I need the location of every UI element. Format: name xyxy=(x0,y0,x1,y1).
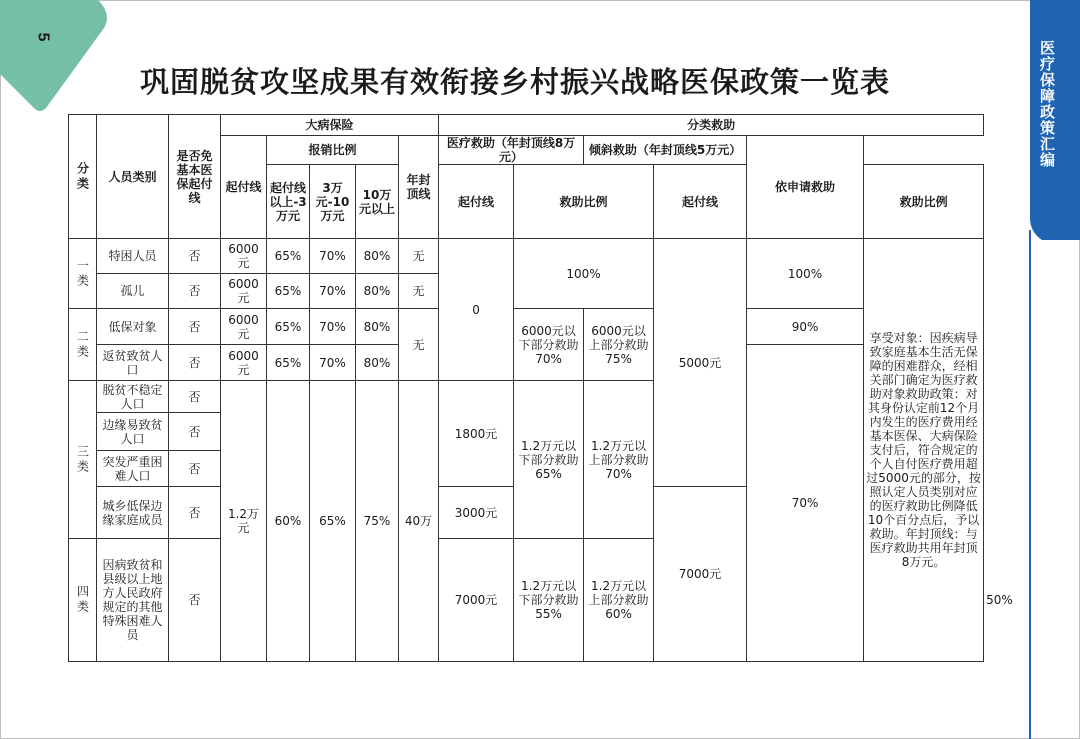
deductible-value: 6000元 xyxy=(221,239,267,274)
header-reimb-ratio: 报销比例 xyxy=(267,136,399,165)
deductible-value: 6000元 xyxy=(221,309,267,345)
person-type: 边缘易致贫人口 xyxy=(97,413,169,451)
person-type: 脱贫不稳定人口 xyxy=(97,381,169,413)
page-title: 巩固脱贫攻坚成果有效衔接乡村振兴战略医保政策一览表 xyxy=(139,65,890,99)
person-type: 特困人员 xyxy=(97,239,169,274)
header-aid-ratio: 救助比例 xyxy=(514,165,654,239)
tilt-ratio-90: 90% xyxy=(747,309,864,345)
cap-value: 无 xyxy=(399,239,439,274)
cap-value: 无 xyxy=(399,274,439,309)
aid-deductible-7000: 7000元 xyxy=(439,539,514,662)
aid-deductible-3000: 3000元 xyxy=(439,487,514,539)
exempt-value: 否 xyxy=(169,413,221,451)
deductible-value: 1.2万元 xyxy=(221,381,267,662)
header-person-type: 人员类别 xyxy=(97,115,169,239)
band3-value: 80% xyxy=(356,309,399,345)
aid-deductible-1800: 1800元 xyxy=(439,381,514,487)
band2-value: 70% xyxy=(310,274,356,309)
band1-value: 65% xyxy=(267,309,310,345)
person-type: 返贫致贫人口 xyxy=(97,345,169,381)
cap-value: 无 xyxy=(399,309,439,381)
aid-ratio-high: 1.2万元以上部分救助60% xyxy=(584,539,654,662)
policy-table: 分类 人员类别 是否免基本医保起付线 大病保险 分类救助 起付线 报销比例 年封顶线 医疗救助（年封顶线8万元） 倾斜救助（年封顶线5万元） 依申请救助 起付线以上-3万元 3万元-10万元 10万元以上 起付线 救助比例 起付线 救助比例 一类 特困人员 否 6000元 65% 70% 80% 无 0 100% 5000元 100% 享受对象：因疾病导致家庭基本生活无保障的困难群众，经相关部门确定为医疗救助对象救助政策：对其身份认定前12个月内发生的医疗费用经基本医保、大病保险支付后，符合规定的个人自付医疗费用超过5000元的部分，按照认定人员类别对应的医疗救助比例降低10个百分点后，予以救助。年封顶线：与医疗救助共用年封顶8万元。 孤儿 否 6000元 65% 70% 80% 无 二类 低保对象 否 6000元 65% 70% 80% 无 6000元以下部分救助70% 6000元以上部分救助75% 90% 返贫致贫人口 否 6000元 65% 70% 80% 70% 三类 脱贫不稳定人口 否 1.2万元 60% 65% 75% 40万 1800元 1.2万元以下部分救助65% 1.2万元以上部分救助70% 边缘易致贫人口 否 突发严重困难人口 否 城乡低保边缘家庭成员 否 3000元 7000元 四类 因病致贫和县级以上地方人民政府规定的其他特殊困难人员 否 7000元 1.2万元以下部分救助55% 1.2万元以上部分救助60% 50% xyxy=(68,114,984,662)
person-type: 突发严重困难人口 xyxy=(97,451,169,487)
exempt-value: 否 xyxy=(169,487,221,539)
tilt-deductible-7000: 7000元 xyxy=(654,487,747,662)
exempt-value: 否 xyxy=(169,345,221,381)
category-2: 二类 xyxy=(69,309,97,381)
aid-ratio-low: 1.2万元以下部分救助55% xyxy=(514,539,584,662)
aid-ratio-100: 100% xyxy=(514,239,654,309)
header-deductible: 起付线 xyxy=(221,136,267,239)
header-aid-deductible: 起付线 xyxy=(439,165,514,239)
header-band3: 10万元以上 xyxy=(356,165,399,239)
band1-value: 65% xyxy=(267,274,310,309)
exempt-value: 否 xyxy=(169,274,221,309)
header-category: 分类 xyxy=(69,115,97,239)
deductible-value: 6000元 xyxy=(221,345,267,381)
person-type: 因病致贫和县级以上地方人民政府规定的其他特殊困难人员 xyxy=(97,539,169,662)
category-4: 四类 xyxy=(69,539,97,662)
header-annual-cap: 年封顶线 xyxy=(399,136,439,239)
cap-value: 40万 xyxy=(399,381,439,662)
exempt-value: 否 xyxy=(169,239,221,274)
header-tilt-aid: 倾斜救助（年封顶线5万元） xyxy=(584,136,747,165)
person-type: 孤儿 xyxy=(97,274,169,309)
header-exempt: 是否免基本医保起付线 xyxy=(169,115,221,239)
page-number: 5 xyxy=(34,32,52,42)
header-band2: 3万元-10万元 xyxy=(310,165,356,239)
header-on-application: 依申请救助 xyxy=(747,136,864,239)
header-tilt-deductible: 起付线 xyxy=(654,165,747,239)
exempt-value: 否 xyxy=(169,381,221,413)
exempt-value: 否 xyxy=(169,309,221,345)
side-section-label: 医疗保障政策汇编 xyxy=(1038,40,1056,168)
tilt-ratio-70: 70% xyxy=(747,345,864,662)
band3-value: 80% xyxy=(356,274,399,309)
aid-deductible-zero: 0 xyxy=(439,239,514,381)
header-medical-aid: 医疗救助（年封顶线8万元） xyxy=(439,136,584,165)
person-type: 低保对象 xyxy=(97,309,169,345)
header-assistance: 分类救助 xyxy=(439,115,984,136)
band3-value: 80% xyxy=(356,239,399,274)
band2-value: 70% xyxy=(310,239,356,274)
exempt-value: 否 xyxy=(169,451,221,487)
application-note: 享受对象：因疾病导致家庭基本生活无保障的困难群众，经相关部门确定为医疗救助对象救助政策：对其身份认定前12个月内发生的医疗费用经基本医保、大病保险支付后，符合规定的个人自付医疗费用超过5000元的部分，按照认定人员类别对应的医疗救助比例降低10个百分点后，予以救助。年封顶线：与医疗救助共用年封顶8万元。 xyxy=(864,239,984,662)
aid-ratio-high: 1.2万元以上部分救助70% xyxy=(584,381,654,539)
aid-ratio-low: 1.2万元以下部分救助65% xyxy=(514,381,584,539)
tilt-ratio-100: 100% xyxy=(747,239,864,309)
band2-value: 70% xyxy=(310,345,356,381)
person-type: 城乡低保边缘家庭成员 xyxy=(97,487,169,539)
aid-ratio-high: 6000元以上部分救助75% xyxy=(584,309,654,381)
exempt-value: 否 xyxy=(169,539,221,662)
header-band1: 起付线以上-3万元 xyxy=(267,165,310,239)
band1-value: 60% xyxy=(267,381,310,662)
band2-value: 65% xyxy=(310,381,356,662)
band1-value: 65% xyxy=(267,239,310,274)
deductible-value: 6000元 xyxy=(221,274,267,309)
band2-value: 70% xyxy=(310,309,356,345)
tilt-deductible-5000: 5000元 xyxy=(654,239,747,487)
header-critical-illness: 大病保险 xyxy=(221,115,439,136)
band3-value: 75% xyxy=(356,381,399,662)
band1-value: 65% xyxy=(267,345,310,381)
category-1: 一类 xyxy=(69,239,97,309)
header-tilt-ratio: 救助比例 xyxy=(864,165,984,239)
category-3: 三类 xyxy=(69,381,97,539)
side-divider xyxy=(1029,230,1031,739)
aid-ratio-low: 6000元以下部分救助70% xyxy=(514,309,584,381)
band3-value: 80% xyxy=(356,345,399,381)
